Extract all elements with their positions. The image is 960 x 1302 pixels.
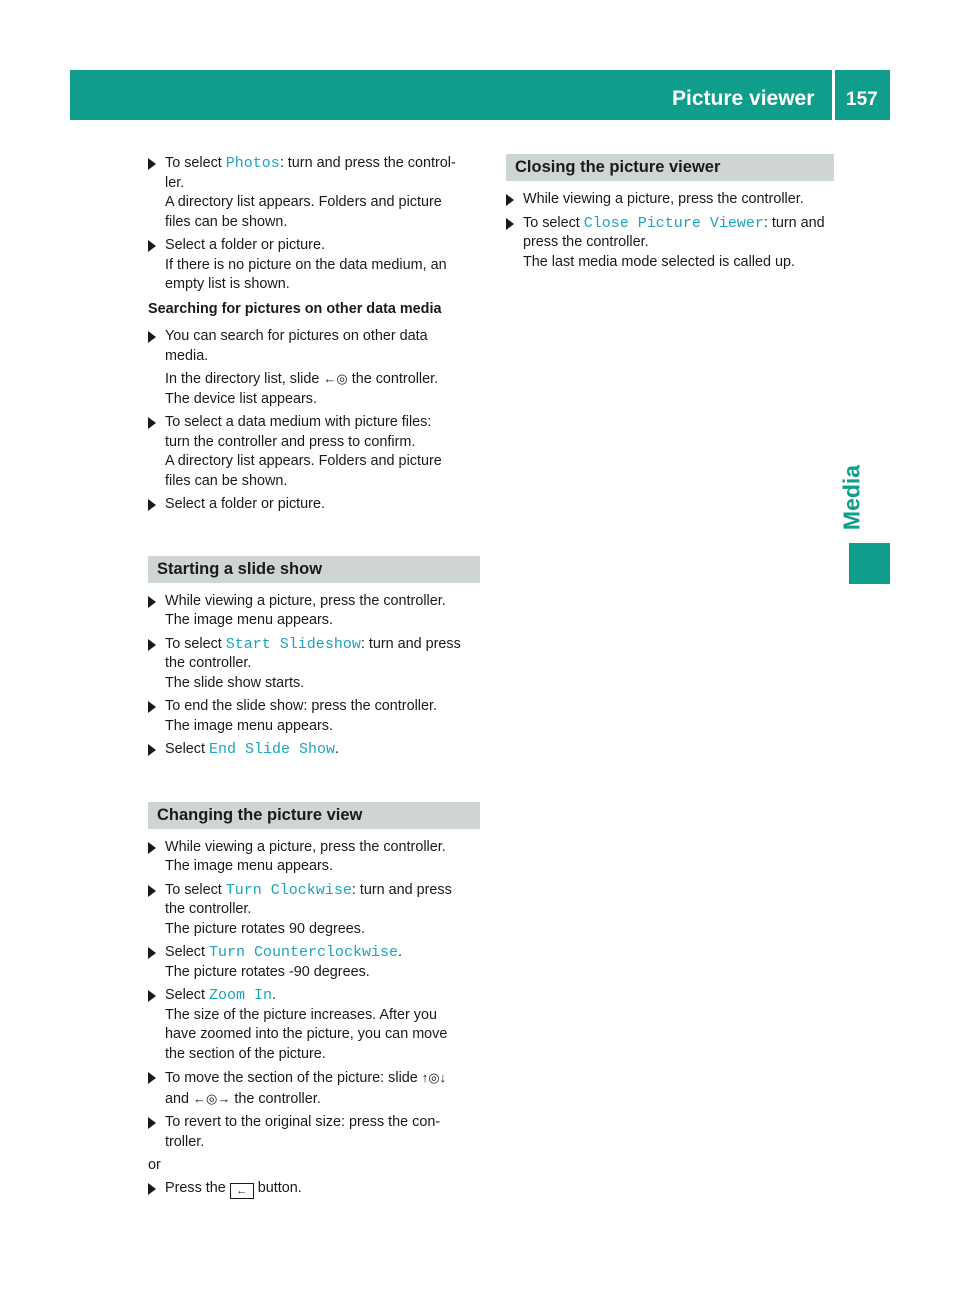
item-text: A directory list appears. Folders and picture	[165, 194, 442, 210]
list-item	[148, 327, 480, 409]
item-text: the controller.	[230, 1090, 321, 1107]
right-column	[506, 154, 834, 276]
bullet-arrow-icon	[148, 1117, 156, 1129]
item-text: press the controller.	[523, 234, 649, 250]
item-text: While viewing a picture, press the controller.	[523, 191, 804, 207]
controller-slide-left-icon: ←◎	[323, 371, 348, 386]
item-text: In the directory list, slide	[165, 371, 324, 387]
item-text: The device list appears.	[165, 390, 317, 407]
item-text: To revert to the original size: press the con-	[165, 1114, 441, 1130]
bullet-arrow-icon	[148, 158, 156, 170]
list-item	[148, 838, 480, 877]
list-item	[148, 495, 480, 515]
list-item	[148, 236, 480, 295]
item-text: Select	[165, 944, 209, 960]
item-text: files can be shown.	[165, 472, 288, 489]
list-item	[148, 1113, 480, 1152]
section-heading: Closing the picture viewer	[506, 154, 834, 181]
controller-slide-leftright-icon: ←◎→	[193, 1090, 231, 1106]
item-text: To select	[165, 155, 226, 171]
item-text: : turn and press the control-	[279, 155, 456, 171]
bullet-arrow-icon	[148, 885, 156, 897]
list-item	[148, 635, 480, 694]
page-number: 157	[846, 89, 878, 110]
section-heading: Changing the picture view	[148, 802, 480, 829]
item-text: have zoomed into the picture, you can move	[165, 1026, 448, 1042]
controller-slide-updown-icon: ↑◎↓	[421, 1070, 447, 1085]
item-text: While viewing a picture, press the controller.	[165, 838, 446, 855]
item-text: the controller.	[165, 901, 252, 917]
item-text: A directory list appears. Folders and picture	[165, 453, 442, 469]
bullet-arrow-icon	[148, 240, 156, 252]
list-item	[148, 697, 480, 736]
list-item	[148, 986, 480, 1064]
bullet-arrow-icon	[148, 596, 156, 608]
item-text: Select	[165, 741, 209, 757]
menu-option: Turn Counterclockwise	[209, 944, 399, 961]
item-text: the controller.	[347, 371, 439, 387]
list-item	[148, 592, 480, 631]
item-text: .	[398, 944, 403, 960]
bullet-arrow-icon	[148, 842, 156, 854]
or-text: or	[148, 1157, 161, 1173]
item-text: the section of the picture.	[165, 1045, 326, 1062]
item-text: To end the slide show: press the controller.	[165, 698, 437, 714]
item-text: the controller.	[165, 655, 252, 671]
bullet-arrow-icon	[148, 701, 156, 713]
list-item	[148, 1068, 480, 1109]
bullet-arrow-icon	[148, 331, 156, 343]
bullet-arrow-icon	[506, 218, 514, 230]
item-text: troller.	[165, 1133, 205, 1150]
bullet-arrow-icon	[148, 947, 156, 959]
item-text: To select	[523, 214, 584, 231]
item-text: To select	[165, 635, 226, 652]
item-text: You can search for pictures on other data	[165, 328, 428, 344]
item-text: Select a folder or picture.	[165, 496, 325, 512]
left-column	[148, 154, 480, 1203]
item-text: : turn and press	[351, 881, 452, 898]
side-tab-label: Media	[838, 464, 865, 531]
section-heading: Starting a slide show	[148, 556, 480, 583]
menu-option: Close Picture Viewer	[583, 214, 764, 232]
list-item	[148, 740, 480, 760]
bullet-arrow-icon	[506, 194, 514, 206]
item-text: The size of the picture increases. After you	[165, 1006, 437, 1023]
bullet-arrow-icon	[148, 417, 156, 429]
item-text: The slide show starts.	[165, 674, 305, 691]
subheading: Searching for pictures on other data media	[148, 300, 442, 317]
back-button-icon: ←	[230, 1183, 254, 1199]
menu-option: Photos	[225, 155, 280, 172]
side-tab-block	[849, 543, 890, 584]
bullet-arrow-icon	[148, 1072, 156, 1084]
list-item	[506, 214, 834, 273]
item-text: button.	[253, 1179, 302, 1196]
item-text: Select	[165, 987, 209, 1003]
item-text: and	[165, 1090, 194, 1107]
item-text: To select	[165, 881, 226, 898]
item-text: .	[272, 987, 277, 1003]
item-text: The picture rotates 90 degrees.	[165, 920, 365, 937]
item-text: : turn and	[763, 214, 825, 231]
list-item	[148, 881, 480, 940]
item-text: .	[335, 741, 340, 757]
bullet-arrow-icon	[148, 744, 156, 756]
list-item	[148, 943, 480, 982]
list-item	[148, 413, 480, 491]
header-divider	[832, 70, 835, 120]
bullet-arrow-icon	[148, 1183, 156, 1195]
item-text: empty list is shown.	[165, 276, 290, 292]
page-title: Picture viewer	[672, 87, 815, 110]
item-text: To move the section of the picture: slide	[165, 1070, 422, 1086]
item-text: If there is no picture on the data medium, an	[165, 256, 447, 273]
item-text: To select a data medium with picture files:	[165, 414, 432, 430]
item-text: The image menu appears.	[165, 858, 333, 874]
menu-option: Start Slideshow	[225, 635, 361, 653]
bullet-arrow-icon	[148, 499, 156, 511]
bullet-arrow-icon	[148, 639, 156, 651]
item-text: Select a folder or picture.	[165, 237, 325, 253]
menu-option: Turn Clockwise	[225, 881, 352, 899]
item-text: files can be shown.	[165, 213, 288, 230]
item-text: turn the controller and press to confirm.	[165, 433, 416, 450]
item-text: ler.	[165, 174, 185, 191]
bullet-arrow-icon	[148, 990, 156, 1002]
item-text: The image menu appears.	[165, 612, 333, 628]
menu-option: End Slide Show	[209, 741, 336, 758]
item-text: The picture rotates -90 degrees.	[165, 963, 370, 980]
item-text: The image menu appears.	[165, 717, 333, 734]
item-text: While viewing a picture, press the controller.	[165, 592, 446, 609]
list-item	[148, 1179, 480, 1199]
list-item	[506, 190, 834, 210]
item-text: media.	[165, 347, 209, 364]
menu-option: Zoom In	[209, 987, 273, 1004]
item-text: Press the	[165, 1179, 230, 1196]
list-item	[148, 154, 480, 232]
item-text: The last media mode selected is called up.	[523, 253, 795, 270]
item-text: : turn and press	[360, 635, 461, 652]
